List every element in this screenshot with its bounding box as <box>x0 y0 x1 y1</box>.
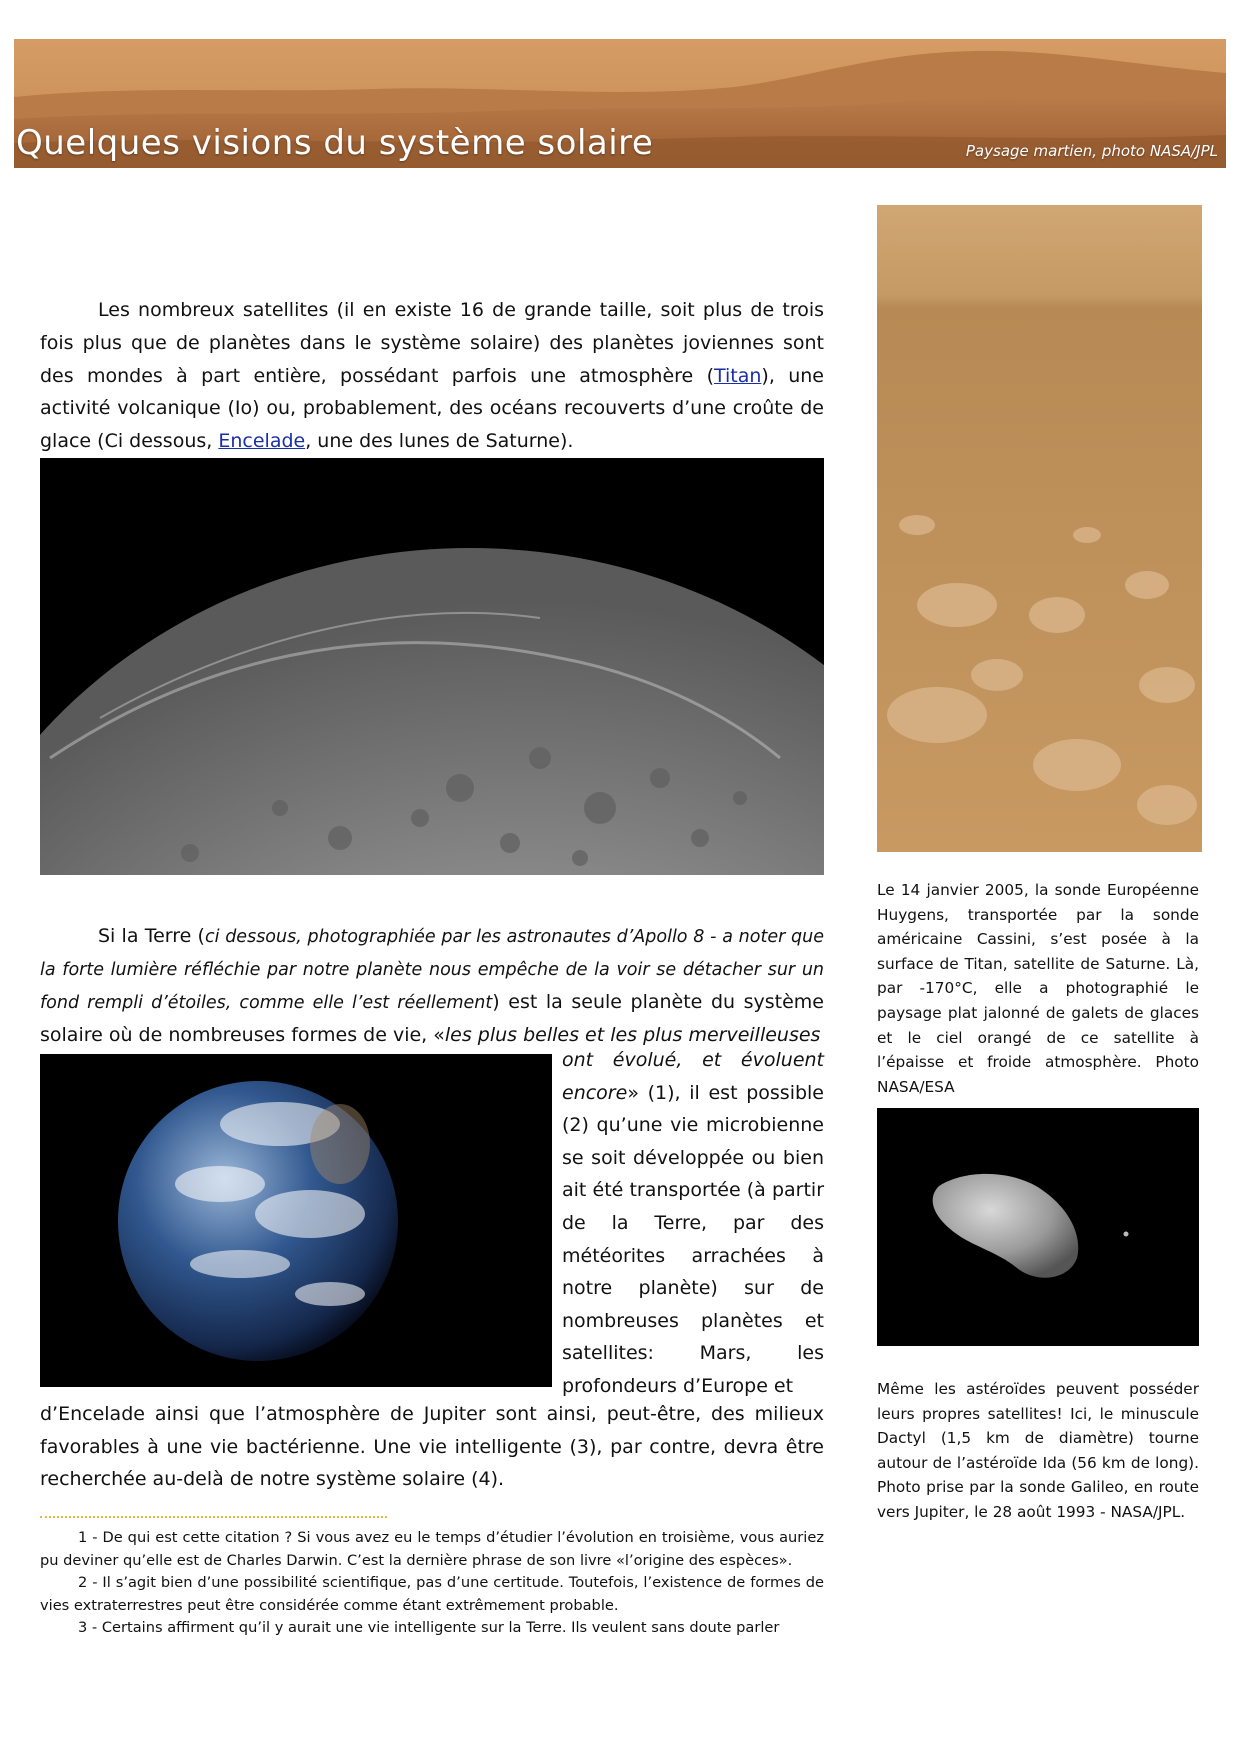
intro-text-3: , une des lunes de Saturne). <box>305 430 574 453</box>
earth-text-lead: Si la Terre ( <box>98 925 205 947</box>
ida-caption: Même les astéroïdes peuvent posséder leurs propres satellites! Ici, le minuscule Dactyl (1,5 km de diamètre) tourne autour de l’astéroïde Ida (56 km de long). Photo prise par la sonde Galileo, en route vers Jupiter, le 28 août 1993 - NASA/JPL. <box>877 1380 1199 1521</box>
intro-text-2: ), une activité volcanique (Io) ou, probablement, des océans recouverts d’une croûte de glace (Ci dessous, <box>40 364 824 453</box>
footnote-3: 3 - Certains affirment qu’il y aurait une vie intelligente sur la Terre. Ils veulent sans doute parler <box>78 1619 780 1636</box>
earth-photo <box>40 1054 552 1387</box>
encelade-link[interactable]: Encelade <box>218 430 306 453</box>
ida-dactyl-photo <box>877 1108 1199 1346</box>
earth-paragraph <box>40 920 824 1051</box>
intro-text-1: Les nombreux satellites (il en existe 16 de grande taille, soit plus de trois fois plus que de planètes dans le système solaire) des planètes joviennes sont des mondes à part entière, possédant parfois une atmosphère ( <box>40 299 824 387</box>
titan-caption: Le 14 janvier 2005, la sonde Européenne Huygens, transportée par la sonde américaine Cassini, s’est posée à la surface de Titan, satellite de Saturne. Là, par -170°C, elle a photographié le paysage plat jalonné de galets de glaces et le ciel orangé de ce satellite à l’épaisse et froide atmosphère. Photo NASA/ESA <box>877 881 1199 1096</box>
darwin-quote-part1: les plus belles et les plus merveilleuses <box>444 1024 821 1046</box>
banner-photo-caption: Paysage martien, photo NASA/JPL <box>965 142 1218 160</box>
footnote-separator <box>40 1516 387 1518</box>
footnote-1: 1 - De qui est cette citation ? Si vous avez eu le temps d’étudier l’évolution en troisième, vous auriez pu deviner qu’elle est de Charles Darwin. C’est la dernière phrase de son livre «l’origine des espèces». <box>40 1529 824 1569</box>
earth-text-middle: ) est la seule planète du système solaire où de nombreuses formes de vie, « <box>40 991 824 1046</box>
darwin-quote-part2: ont évolué, et évoluent encore <box>562 1049 824 1104</box>
footnotes <box>40 1527 824 1640</box>
intro-paragraph <box>40 294 824 458</box>
titan-surface-photo <box>877 205 1202 852</box>
earth-paragraph-end: d’Encelade ainsi que l’atmosphère de Jupiter sont ainsi, peut-être, des milieux favorables à une vie bactérienne. Une vie intelligente (3), par contre, devra être recherchée au-delà de notre système solaire (4). <box>40 1403 824 1491</box>
footnote-2: 2 - Il s’agit bien d’une possibilité scientifique, pas d’une certitude. Toutefois, l’existence de formes de vies extraterrestres peut être considérée comme étant extrêmement probable. <box>40 1574 824 1614</box>
header-banner <box>14 39 1226 168</box>
titan-link[interactable]: Titan <box>713 364 762 387</box>
earth-wrap-text: » (1), il est possible (2) qu’une vie microbienne se soit développée ou bien ait été transportée (à partir de la Terre, par des météorites arrachées à notre planète) sur de nombreuses planètes et satellites: Mars, les profondeurs d’Europe et <box>562 1081 824 1397</box>
earth-paragraph-wrap <box>562 1044 824 1403</box>
enceladus-photo <box>40 458 824 875</box>
page-title: Quelques visions du système solaire <box>16 123 654 163</box>
earth-italic-note: ci dessous, photographiée par les astronautes d’Apollo 8 - a noter que la forte lumière réfléchie par notre planète nous empêche de la voir se détacher sur un fond rempli d’étoiles, comme elle l’est réellement <box>40 927 824 1013</box>
